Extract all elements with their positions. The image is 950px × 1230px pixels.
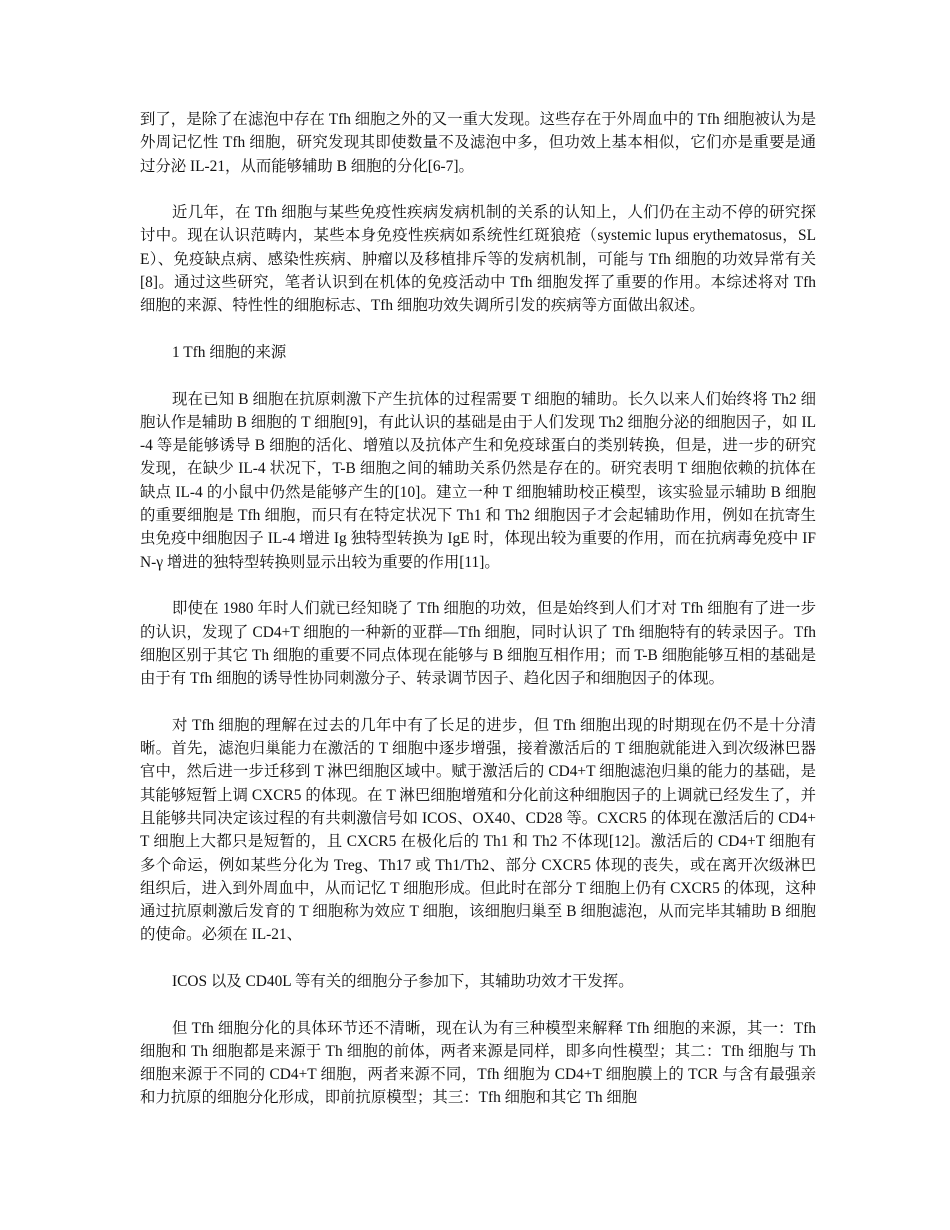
- section-heading: 1 Tfh 细胞的来源: [172, 343, 287, 361]
- paragraph-3: 现在已知 B 细胞在抗原刺激下产生抗体的过程需要 T 细胞的辅助。长久以来人们始终将 Th2 细胞认作是辅助 B 细胞的 T 细胞[9]，有此认识的基础是由于人们发现 Th2 细胞分泌的细胞因子，如 IL-4 等是能够诱导 B 细胞的活化、增殖以及抗体产生和免疫球蛋白的类别转换，但是，进一步的研究发现，在缺少 IL-4 状况下，T-B 细胞之间的辅助关系仍然是存在的。研究表明 T 细胞依赖的抗体在缺点 IL-4 的小鼠中仍然是能够产生的[10]。建立一种 T 细胞辅助校正模型，该实验显示辅助 B 细胞的重要细胞是 Tfh 细胞，而只有在特定状况下 Th1 和 Th2 细胞因子才会起辅助作用，例如在抗寄生虫免疫中细胞因子 IL-4 增进 Ig 独特型转换为 IgE 时，体现出较为重要的作用，而在抗病毒免疫中 IFN-γ 增进的独特型转换则显示出较为重要的作用[11]。: [140, 390, 816, 571]
- paragraph-7: 但 Tfh 细胞分化的具体环节还不清晰，现在认为有三种模型来解释 Tfh 细胞的来源，其一：Tfh 细胞和 Th 细胞都是来源于 Th 细胞的前体，两者来源是同样，即多向性模型；其二：Tfh 细胞与 Th 细胞来源于不同的 CD4+T 细胞，两者来源不同，Tfh 细胞为 CD4+T 细胞膜上的 TCR 与含有最强亲和力抗原的细胞分化形成，即前抗原模型；其三：Tfh 细胞和其它 Th 细胞: [140, 1019, 816, 1107]
- document-body: [140, 108, 816, 1133]
- paragraph-6: ICOS 以及 CD40L 等有关的细胞分子参加下，其辅助功效才干发挥。: [172, 972, 634, 990]
- paragraph-2: 近几年，在 Tfh 细胞与某些免疫性疾病发病机制的关系的认知上，人们仍在主动不停的研究探讨中。现在认识范畴内，某些本身免疫性疾病如系统性红斑狼疮（systemic lupus erythematosus，SLE）、免疫缺点病、感染性疾病、肿瘤以及移植排斥等的发病机制，可能与 Tfh 细胞的功效异常有关[8]。通过这些研究，笔者认识到在机体的免疫活动中 Tfh 细胞发挥了重要的作用。本综述将对 Tfh 细胞的来源、特性性的细胞标志、Tfh 细胞功效失调所引发的疾病等方面做出叙述。: [140, 204, 816, 315]
- paragraph-5: 对 Tfh 细胞的理解在过去的几年中有了长足的进步，但 Tfh 细胞出现的时期现在仍不是十分清晰。首先，滤泡归巢能力在激活的 T 细胞中逐步增强，接着激活后的 T 细胞就能进入到次级淋巴器官中，然后进一步迁移到 T 淋巴细胞区域中。赋于激活后的 CD4+T 细胞滤泡归巢的能力的基础，是其能够短暂上调 CXCR5 的体现。在 T 淋巴细胞增殖和分化前这种细胞因子的上调就已经发生了，并且能够共同决定该过程的有共刺激信号如 ICOS、OX40、CD28 等。CXCR5 的体现在激活后的 CD4+T 细胞上大都只是短暂的，且 CXCR5 在极化后的 Th1 和 Th2 不体现[12]。激活后的 CD4+T 细胞有多个命运，例如某些分化为 Treg、Th17 或 Th1/Th2、部分 CXCR5 体现的丧失，或在离开次级淋巴组织后，进入到外周血中，从而记忆 T 细胞形成。但此时在部分 T 细胞上仍有 CXCR5 的体现，这种通过抗原刺激后发育的 T 细胞称为效应 T 细胞，该细胞归巢至 B 细胞滤泡，从而完毕其辅助 B 细胞的使命。必须在 IL-21、: [140, 716, 816, 944]
- paragraph-4: 即使在 1980 年时人们就已经知晓了 Tfh 细胞的功效，但是始终到人们才对 Tfh 细胞有了进一步的认识，发现了 CD4+T 细胞的一种新的亚群—Tfh 细胞，同时认识了 Tfh 细胞特有的转录因子。Tfh 细胞区别于其它 Th 细胞的重要不同点体现在能够与 B 细胞互相作用；而 T-B 细胞能够互相的基础是由于有 Tfh 细胞的诱导性协同刺激分子、转录调节因子、趋化因子和细胞因子的体现。: [140, 600, 816, 688]
- paragraph-1: 到了，是除了在滤泡中存在 Tfh 细胞之外的又一重大发现。这些存在于外周血中的 Tfh 细胞被认为是外周记忆性 Tfh 细胞，研究发现其即使数量不及滤泡中多，但功效上基本相似，它们亦是重要是通过分泌 IL-21，从而能够辅助 B 细胞的分化[6-7]。: [140, 111, 816, 175]
